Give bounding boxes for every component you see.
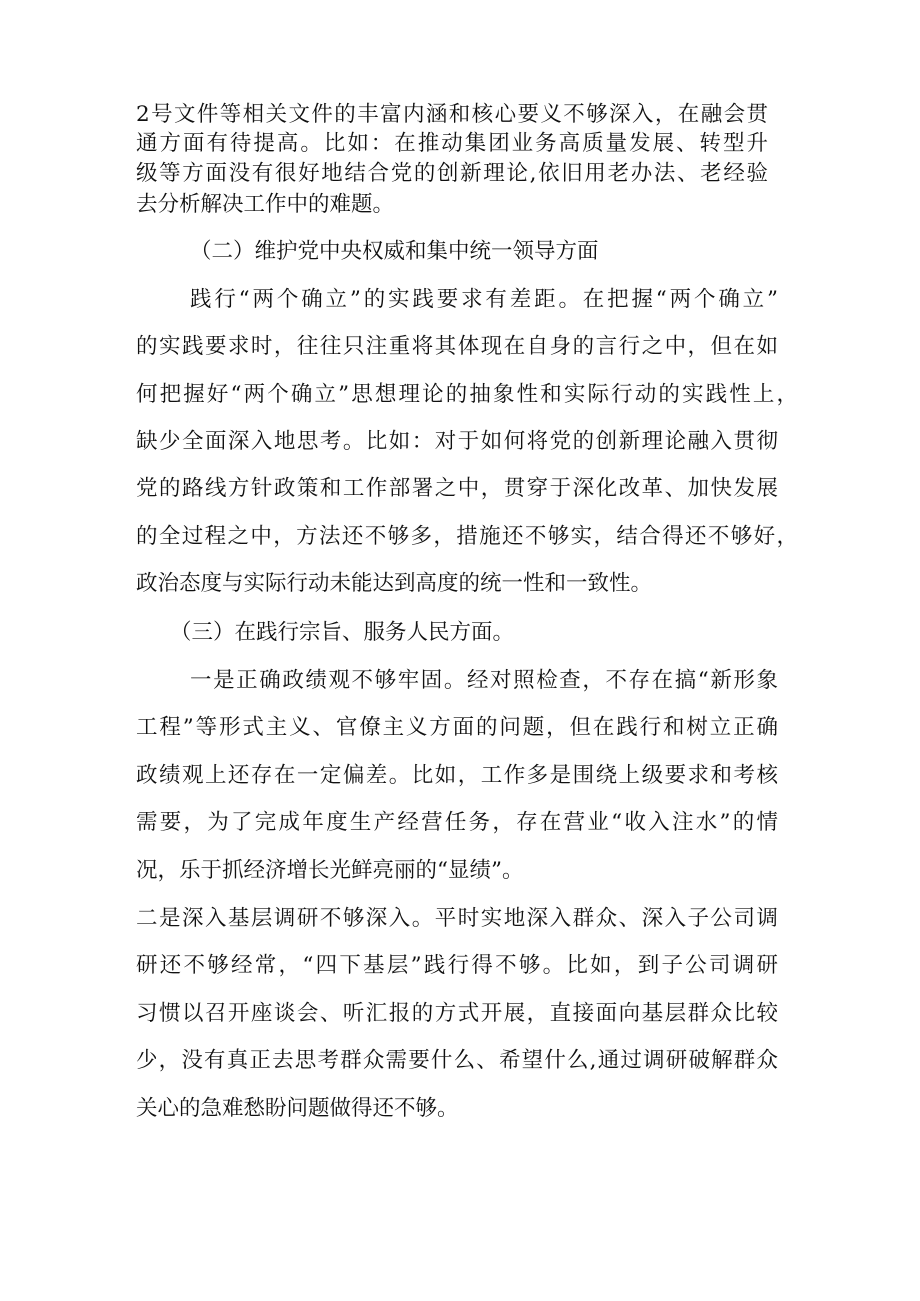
text-line: 习惯以召开座谈会、听汇报的方式开展，直接面向基层群众比较: [136, 1001, 778, 1026]
text-line: 党的路线方针政策和工作部署之中，贯穿于深化改革、加快发展: [136, 476, 778, 501]
text-line: 缺少全面深入地思考。比如：对于如何将党的创新理论融入贯彻: [136, 429, 778, 454]
text-line: 少，没有真正去思考群众需要什么、希望什么,通过调研破解群众: [136, 1048, 778, 1073]
text-line: 工程”等形式主义、官僚主义方面的问题，但在践行和树立正确: [136, 715, 778, 740]
text-line: 况，乐于抓经济增长光鲜亮丽的“显绩”。: [136, 858, 524, 883]
text-line: 需要，为了完成年度生产经营任务，存在营业“收入注水”的情: [136, 810, 778, 835]
text-line: 政绩观上还存在一定偏差。比如，工作多是围绕上级要求和考核: [136, 763, 778, 788]
text-line: 何把握好“两个确立”思想理论的抽象性和实际行动的实践性上，: [136, 382, 798, 407]
text-line: 去分析解决工作中的难题。: [136, 192, 395, 217]
text-line: 研还不够经常，“四下基层”践行得不够。比如，到子公司调研: [136, 953, 778, 978]
text-line: 二是深入基层调研不够深入。平时实地深入群众、深入子公司调: [136, 906, 778, 931]
section-heading-text: （三）在践行宗旨、服务人民方面。: [170, 620, 515, 645]
section-heading-text: （二）维护党中央权威和集中统一领导方面: [190, 239, 599, 264]
text-line: 的实践要求时，往往只注重将其体现在自身的言行之中，但在如: [136, 334, 778, 359]
text-line: 践行“两个确立”的实践要求有差距。在把握“两个确立”: [190, 287, 778, 312]
text-line: 通方面有待提高。比如：在推动集团业务高质量发展、转型升: [136, 131, 768, 156]
text-line: 的全过程之中，方法还不够多，措施还不够实，结合得还不够好，: [136, 524, 798, 549]
text-line: 2号文件等相关文件的丰富内涵和核心要义不够深入，在融会贯: [136, 102, 768, 127]
text-line: 政治态度与实际行动未能达到高度的统一性和一致性。: [136, 571, 653, 596]
text-line: 级等方面没有很好地结合党的创新理论,依旧用老办法、老经验: [136, 161, 768, 186]
text-line: 关心的急难愁盼问题做得还不够。: [136, 1096, 459, 1121]
text-line: 一是正确政绩观不够牢固。经对照检查，不存在搞“新形象: [190, 668, 778, 693]
